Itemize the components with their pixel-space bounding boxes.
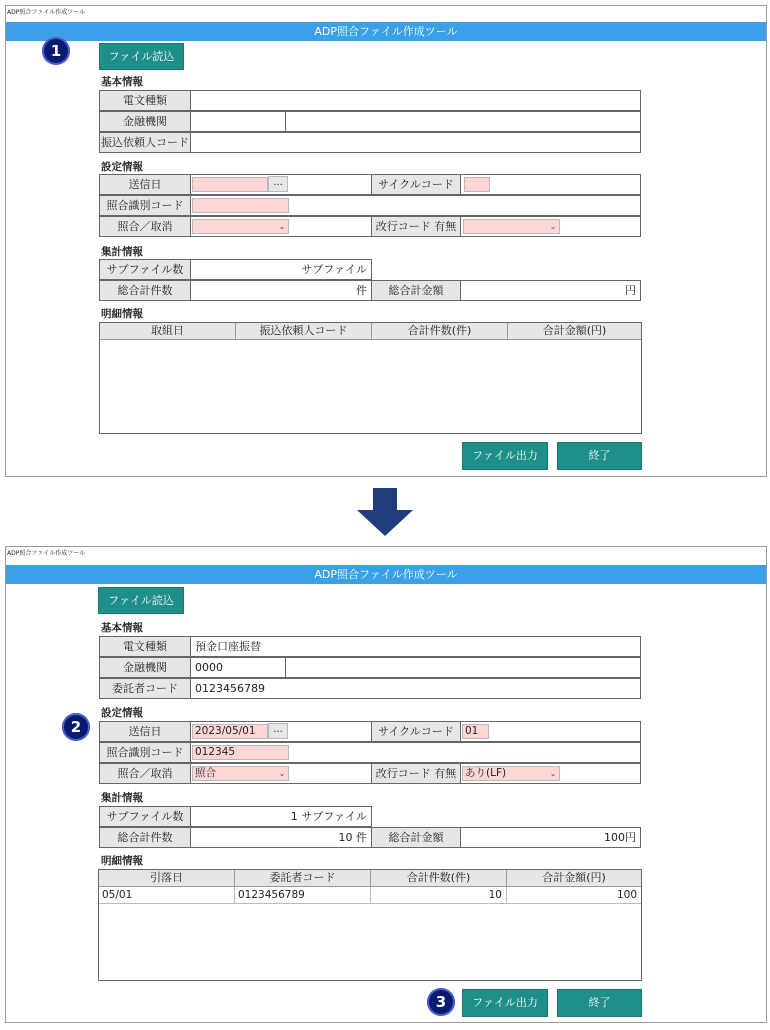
match-id-input[interactable]: 012345 xyxy=(192,745,289,760)
settings-heading: 設定情報 xyxy=(101,161,143,173)
type-label: 電文種類 xyxy=(99,636,191,657)
total-count-value xyxy=(190,827,372,848)
type-label: 電文種類 xyxy=(99,90,191,111)
newline-select[interactable] xyxy=(462,766,560,781)
detail-col-header: 合計金額(円) xyxy=(508,323,641,340)
title-banner: ADP照合ファイル作成ツール xyxy=(6,565,766,584)
load-file-button[interactable]: ファイル読込 xyxy=(98,587,184,614)
total-amount-value xyxy=(460,280,641,301)
send-date-label: 送信日 xyxy=(99,721,191,742)
exit-button[interactable]: 終了 xyxy=(557,989,642,1017)
detail-cell-date[interactable]: 05/01 xyxy=(99,887,235,904)
after-window xyxy=(5,546,767,1023)
bank-label: 金融機関 xyxy=(99,111,191,132)
subfile-unit: サブファイル xyxy=(301,263,367,276)
total-count-label: 総合計件数 xyxy=(99,280,191,301)
date-picker-button[interactable]: ... xyxy=(268,723,288,739)
match-id-label: 照合識別コード xyxy=(99,195,191,216)
send-date-input[interactable]: 2023/05/01 xyxy=(192,724,268,739)
detail-col-header: 委託者コード xyxy=(235,870,371,887)
subfile-count-number: 1 xyxy=(290,810,298,823)
newline-label: 改行コード 有無 xyxy=(371,216,461,237)
detail-col-header: 取組日 xyxy=(100,323,236,340)
file-output-button[interactable]: ファイル出力 xyxy=(462,989,548,1017)
subfile-count-value xyxy=(190,259,372,280)
total-amount-label: 総合計金額 xyxy=(371,827,461,848)
match-cancel-select[interactable] xyxy=(192,766,289,781)
client-code-label: 委託者コード xyxy=(99,678,191,699)
detail-cell-amount[interactable]: 100 xyxy=(507,887,641,904)
match-cancel-value: 照合 xyxy=(195,767,216,779)
basic-info-heading: 基本情報 xyxy=(101,622,143,634)
total-amount-value xyxy=(460,827,641,848)
bank-code-value: 0000 xyxy=(190,657,286,678)
detail-col-header: 引落日 xyxy=(99,870,235,887)
detail-col-header: 合計件数(件) xyxy=(372,323,508,340)
subfile-unit: サブファイル xyxy=(301,810,367,823)
type-value xyxy=(190,90,641,111)
chevron-down-icon: ⌄ xyxy=(549,769,557,778)
detail-grid[interactable] xyxy=(99,322,642,434)
step-1-badge: 1 xyxy=(42,37,70,65)
detail-col-header: 合計件数(件) xyxy=(371,870,507,887)
cycle-code-label: サイクルコード xyxy=(371,721,461,742)
before-window xyxy=(5,5,767,477)
subfile-count-label: サブファイル数 xyxy=(99,806,191,827)
file-output-button[interactable]: ファイル出力 xyxy=(462,442,548,470)
send-date-input[interactable] xyxy=(192,177,268,192)
step-2-badge: 2 xyxy=(62,713,90,741)
newline-value: あり(LF) xyxy=(465,767,507,779)
step-3-badge: 3 xyxy=(427,988,455,1016)
window-title: ADP照合ファイル作成ツール xyxy=(7,550,86,557)
total-amount-number: 100 xyxy=(604,831,625,844)
basic-info-heading: 基本情報 xyxy=(101,76,143,88)
detail-grid[interactable] xyxy=(98,869,642,981)
amount-unit: 円 xyxy=(625,284,636,297)
client-code-value: 0123456789 xyxy=(190,678,641,699)
send-date-label: 送信日 xyxy=(99,174,191,195)
detail-col-header: 振込依頼人コード xyxy=(236,323,372,340)
newline-label: 改行コード 有無 xyxy=(371,763,461,784)
match-cancel-select[interactable] xyxy=(192,219,289,234)
detail-heading: 明細情報 xyxy=(101,308,143,320)
count-unit: 件 xyxy=(356,831,367,844)
detail-col-header: 合計金額(円) xyxy=(507,870,641,887)
bank-name-value xyxy=(285,657,641,678)
totals-heading: 集計情報 xyxy=(101,792,143,804)
amount-unit: 円 xyxy=(625,831,636,844)
chevron-down-icon: ⌄ xyxy=(278,769,286,778)
match-id-input[interactable] xyxy=(192,198,289,213)
bank-name-value xyxy=(285,111,641,132)
bank-label: 金融機関 xyxy=(99,657,191,678)
type-value: 預金口座振替 xyxy=(190,636,641,657)
cycle-code-label: サイクルコード xyxy=(371,174,461,195)
down-arrow-icon xyxy=(357,488,413,536)
match-cancel-label: 照合／取消 xyxy=(99,216,191,237)
detail-heading: 明細情報 xyxy=(101,855,143,867)
chevron-down-icon: ⌄ xyxy=(278,222,286,231)
client-code-label: 振込依頼人コード xyxy=(99,132,191,153)
client-code-value xyxy=(190,132,641,153)
match-cancel-label: 照合／取消 xyxy=(99,763,191,784)
detail-cell-client-code[interactable]: 0123456789 xyxy=(235,887,371,904)
exit-button[interactable]: 終了 xyxy=(557,442,642,470)
subfile-count-value xyxy=(190,806,372,827)
date-picker-button[interactable]: ... xyxy=(268,176,288,192)
chevron-down-icon: ⌄ xyxy=(549,222,557,231)
count-unit: 件 xyxy=(356,284,367,297)
total-count-number: 10 xyxy=(338,831,353,844)
bank-code-value xyxy=(190,111,286,132)
load-file-button[interactable]: ファイル読込 xyxy=(99,43,184,70)
totals-heading: 集計情報 xyxy=(101,246,143,258)
total-count-label: 総合計件数 xyxy=(99,827,191,848)
cycle-code-input[interactable] xyxy=(464,177,490,192)
settings-heading: 設定情報 xyxy=(101,707,143,719)
match-id-label: 照合識別コード xyxy=(99,742,191,763)
cycle-code-input[interactable]: 01 xyxy=(462,724,489,739)
subfile-count-label: サブファイル数 xyxy=(99,259,191,280)
newline-select[interactable] xyxy=(463,219,560,234)
total-amount-label: 総合計金額 xyxy=(371,280,461,301)
detail-cell-count[interactable]: 10 xyxy=(371,887,507,904)
total-count-value xyxy=(190,280,372,301)
window-title: ADP照合ファイル作成ツール xyxy=(7,9,86,16)
title-banner: ADP照合ファイル作成ツール xyxy=(6,22,766,41)
